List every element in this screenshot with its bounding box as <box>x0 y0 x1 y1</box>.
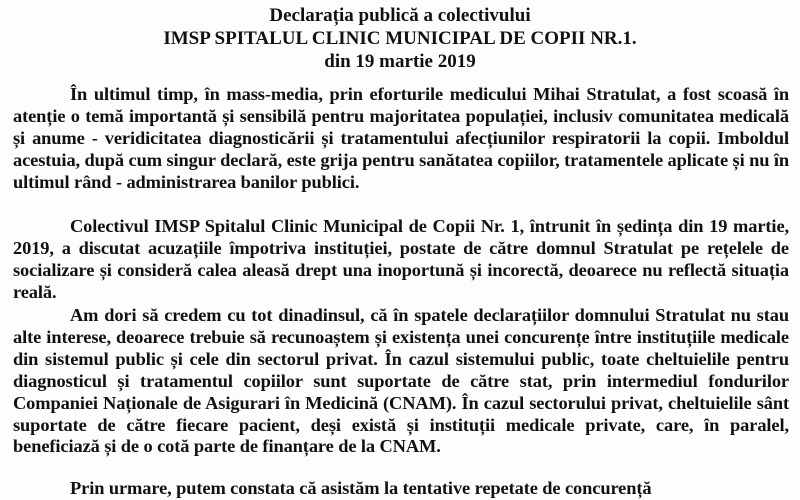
paragraph-2: Colectivul IMSP Spitalul Clinic Municipal de Copii Nr. 1, întrunit în ședința din 19 martie, 2019, a discutat acuzațiile împotriva instituției, postate de către domnul Stratulat pe rețelele de socializare și consideră calea aleasă drept una inoportună și incorectă, deoarece nu reflectă situația reală. <box>13 216 789 302</box>
paragraph-1: În ultimul timp, în mass-media, prin eforturile medicului Mihai Stratulat, a fost scoasă în atenție o temă importantă și sensibilă pentru majoritatea populației, inclusiv comunitatea medicală și anume - veridicitatea diagnosticării și tratamentului afecțiunilor respiratorii la copii. Imboldul acestuia, după cum singur declară, este grija pentru sanătatea copiilor, tratamentele aplicate și nu în ultimul rând - administrarea banilor publici. <box>13 84 789 192</box>
declaration-date: din 19 martie 2019 <box>324 51 476 72</box>
declaration-title: Declarația publică a colectivului <box>269 5 531 26</box>
paragraph-4: Prin urmare, putem constata că asistăm la tentative repetate de concurență <box>70 478 652 498</box>
paragraph-3: Am dori să credem cu tot dinadinsul, că în spatele declarațiilor domnului Stratulat nu stau alte interese, deoarece trebuie să recunoaștem și existența unei concurențe între instituțiile medicale din sistemul public și cele din sectorul privat. În cazul sistemului public, toate cheltuielile pentru diagnosticul și tratamentul copiilor sunt suportate de către stat, prin intermediul fondurilor Companiei Naționale de Asigurari în Medicină (CNAM). În cazul sectorului privat, cheltuielile sânt suportate de către fiecare pacient, deși există și instituții medicale private, care, în paralel, beneficiază și de o cotă parte de finanțare de la CNAM. <box>13 305 789 457</box>
institution-name: IMSP SPITALUL CLINIC MUNICIPAL DE COPII NR.1. <box>163 28 637 49</box>
